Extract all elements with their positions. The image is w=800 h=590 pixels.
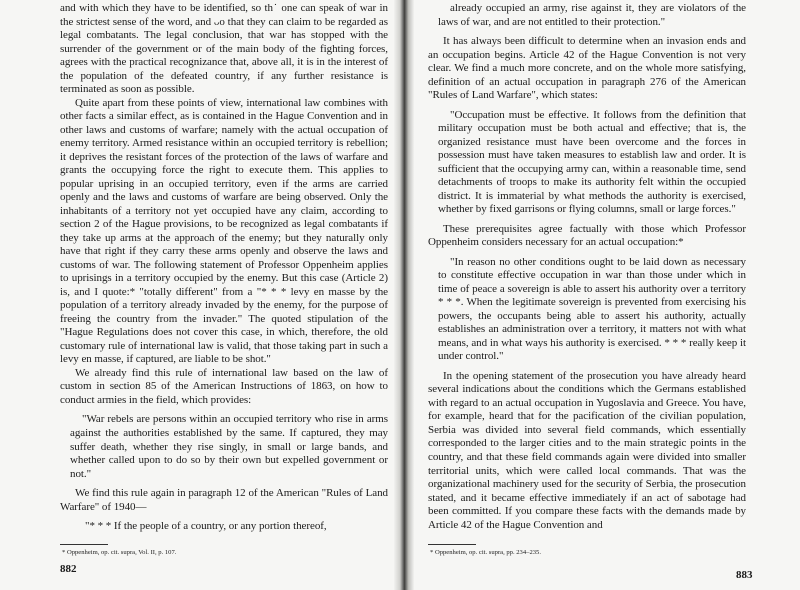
footnote: * Oppenheim, op. cit. supra, pp. 234–235. [430,549,541,556]
left-page-text [60,2,388,534]
paragraph: already occupied an army, rise against it, they are violators of the laws of war, and are not entitled to their protection." [438,2,746,28]
footnote-rule [428,544,476,545]
footnote-rule [60,544,108,545]
page-number: 883 [736,569,753,581]
paragraph: We find this rule again in paragraph 12 of the American "Rules of Land Warfare" of 1940— [60,487,388,513]
paragraph: In the opening statement of the prosecution you have already heard several indications about the conditions which the Germans established with regard to an actual occupation in Yugoslavia and Greece. You have, for example, heard that for the pacification of the civilian population, Serbia was divided into several field commands, which essentially corresponded to the larger cities and to the main strategic points in the country, and that these field commands again were divided into smaller territorial units, which were called local commands. That was the organizational machinery used for the security of Serbia, the prosecution stated, and it became effective immediately if an act of sabotage had been committed. If you compare these facts with the demands made by Article 42 of the Hague Convention and [428,369,746,531]
paragraph: Quite apart from these points of view, international law combines with other facts a similar effect, as is contained in the Hague Convention and in other laws and customs of warfare; namely with the actual occupation of enemy territory. Armed resistance within an occupied territory is rebellion; it deprives the resistant forces of the protection of the laws of warfare and grants the occupying force the right to execute them. This applies to popular uprising in an occupied territory, even if the arms are carried openly and the laws and customs of warfare are being observed. Only the inhabitants of a territory not yet occupied have any claim, according to section 2 of the Hague provisions, to be recognized as legal combatants if they take up arms at the approach of the enemy; but they naturally only have that right if they carry these arms openly and observe the laws and customs of war. The following statement of Professor Oppenheim applies to uprisings in a territory occupied by the enemy. But this case (Article 2) is, and I quote:* "totally different" from a "* * * levy en masse by the population of a territory already invaded by the enemy, for the purpose of freeing the country from the invader." The quoted stipulation of the "Hague Regulations does not cover this case, in which, therefore, the old customary rule of international law is valid, that those taking part in such a levy en masse, if captured, are liable to be shot." [60,96,388,366]
paragraph: and with which they have to be identified, so th˙ one can speak of war in the strictest sense of the word, and ᴗo that they can claim to be regarded as legal combatants. The legal conclusion, that war has stopped with the surrender of the government or of the main body of the fighting forces, agrees with the practical recognizance that, above all, it is in the interest of the population of the defeated country, if any further resistance is terminated as soon as possible. [60,2,388,96]
right-page [406,0,800,590]
quote-text: "In reason no other conditions ought to be laid down as necessary to constitute effective occupation in war than those under which in time of peace a sovereign is able to assert his authority over a territory * * *. When the legitimate sovereign is prevented from exercising his powers, the occupants being able to assert his authority, actually establishes an administration over a territory, it matters not with what means, and in what ways his authority is exercised. * * * really keep it under control." [438,255,746,363]
block-quote [60,413,388,481]
page-number: 882 [60,563,77,575]
quote-text: "War rebels are persons within an occupied territory who rise in arms against the authorities established by the same. If captured, they may suffer death, whether they rise singly, in small or large bands, and whether called upon to do so by their own but expelled government or not." [70,413,388,480]
book-gutter [394,0,414,590]
paragraph: It has always been difficult to determine when an invasion ends and an occupation begins. Article 42 of the Hague Convention is not very clear. We find a much more concrete, and on the whole more satisfying, definition of an actual occupation in paragraph 276 of the American "Rules of Land Warfare", which states: [428,35,746,102]
right-page-text [428,2,746,532]
footnote: * Oppenheim, op. cit. supra, Vol. II, p. 107. [62,549,177,556]
paragraph: "* * * If the people of a country, or any portion thereof, [85,520,327,533]
block-quote [428,109,746,217]
quote-text: "Occupation must be effective. It follows from the definition that military occupation must be both actual and effective; that is, the organized resistance must have been overcome and the forces in possession must have taken measures to establish law and order. It is sufficient that the occupying army can, within a reasonable time, send detachments of troops to make its authority felt within the occupied district. It is immaterial by what methods the authority is exercised, whether by fixed garrisons or flying columns, small or large forces." [438,108,746,216]
paragraph: These prerequisites agree factually with those which Professor Oppenheim considers necessary for an actual occupation:* [428,222,746,249]
block-quote [428,256,746,364]
paragraph: We already find this rule of international law based on the law of custom in section 85 of the American Instructions of 1863, on how to conduct armies in the field, which provides: [60,366,388,406]
